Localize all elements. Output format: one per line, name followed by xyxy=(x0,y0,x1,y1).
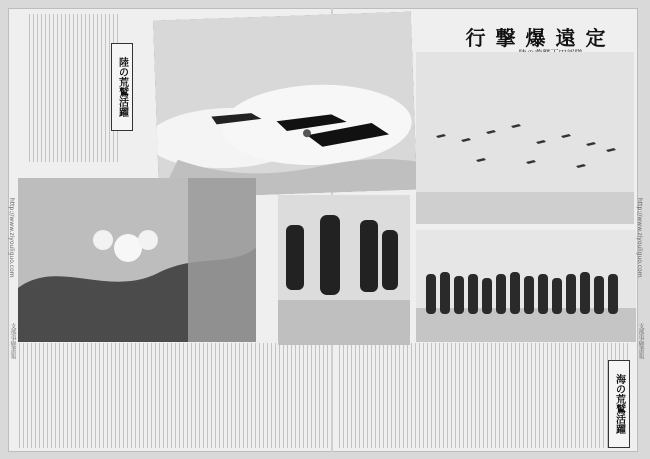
right-note: 支那事變畫報 xyxy=(637,323,644,359)
photo-top-right-formation xyxy=(416,52,634,224)
side-url-right: http://www.ziyouliguo.com xyxy=(636,198,643,278)
left-title-box xyxy=(111,43,133,131)
photo-illustration xyxy=(416,52,634,224)
left-title: 陸の荒鷲活躍 xyxy=(116,57,128,117)
photo-right-group xyxy=(416,230,636,342)
magazine-spread xyxy=(8,8,644,452)
photo-illustration xyxy=(18,178,256,342)
photo-illustration xyxy=(278,195,410,345)
side-url-left: http://www.ziyouliguo.com xyxy=(8,198,15,278)
photo-center-men xyxy=(278,195,410,345)
photo-top-center-bombers xyxy=(153,12,417,199)
right-title-box xyxy=(608,360,630,448)
text-column-block-left-bottom xyxy=(18,343,328,448)
right-title: 海の荒鷲活躍 xyxy=(613,374,625,434)
photo-left-aerial xyxy=(18,178,256,342)
text-column-block-left-top xyxy=(28,14,118,162)
text-column-block-right-bottom xyxy=(338,343,628,448)
photo-illustration xyxy=(153,12,417,199)
top-headline: 行撃爆遠定 xyxy=(465,26,616,50)
photo-illustration xyxy=(416,230,636,342)
left-note: 支那事變畫報 xyxy=(9,323,16,359)
